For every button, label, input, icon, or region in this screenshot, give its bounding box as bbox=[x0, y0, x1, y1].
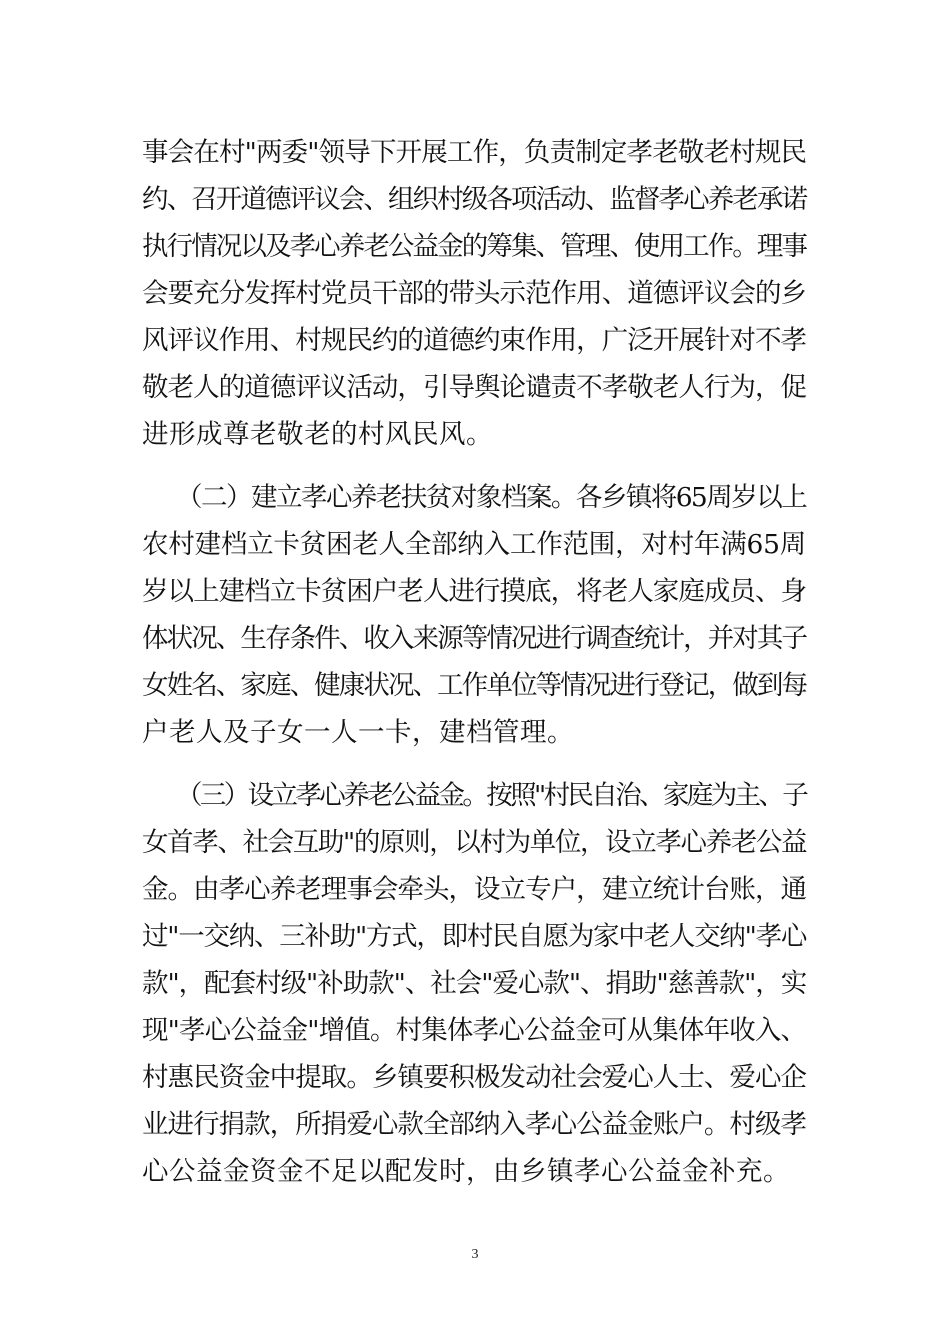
paragraph-2-line-5: 女姓名、家庭、健康状况、工作单位等情况进行登记，做到每 bbox=[142, 670, 806, 701]
paragraph-1-line-1: 事会在村"两委"领导下开展工作，负责制定孝老敬老村规民 bbox=[142, 137, 806, 168]
paragraph-1-line-3: 执行情况以及孝心养老公益金的筹集、管理、使用工作。理事 bbox=[142, 231, 806, 262]
page-number: 3 bbox=[471, 1247, 479, 1262]
paragraph-2-line-1: （二）建立孝心养老扶贫对象档案。各乡镇将65周岁以上 bbox=[176, 482, 806, 513]
paragraph-1-line-7: 进形成尊老敬老的村风民风。 bbox=[142, 419, 493, 450]
paragraph-3-line-2: 女首孝、社会互助"的原则，以村为单位，设立孝心养老公益 bbox=[142, 827, 806, 858]
paragraph-2-line-3: 岁以上建档立卡贫困户老人进行摸底，将老人家庭成员、身 bbox=[142, 576, 806, 607]
paragraph-3-line-9: 心公益金资金不足以配发时，由乡镇孝心公益金补充。 bbox=[142, 1156, 790, 1187]
paragraph-2-line-4: 体状况、生存条件、收入来源等情况进行调查统计，并对其子 bbox=[142, 623, 806, 654]
paragraph-1-line-4: 会要充分发挥村党员干部的带头示范作用、道德评议会的乡 bbox=[142, 278, 806, 309]
paragraph-3-line-4: 过"一交纳、三补助"方式，即村民自愿为家中老人交纳"孝心 bbox=[142, 921, 807, 952]
paragraph-3-line-6: 现"孝心公益金"增值。村集体孝心公益金可从集体年收入、 bbox=[142, 1015, 806, 1046]
paragraph-3-line-7: 村惠民资金中提取。乡镇要积极发动社会爱心人士、爱心企 bbox=[142, 1062, 806, 1093]
paragraph-3-line-8: 业进行捐款，所捐爱心款全部纳入孝心公益金账户。村级孝 bbox=[142, 1109, 806, 1140]
paragraph-3-line-3: 金。由孝心养老理事会牵头，设立专户，建立统计台账，通 bbox=[142, 874, 806, 905]
paragraph-3-line-1: （三）设立孝心养老公益金。按照"村民自治、家庭为主、子 bbox=[176, 780, 806, 811]
paragraph-1-line-5: 风评议作用、村规民约的道德约束作用，广泛开展针对不孝 bbox=[142, 325, 806, 356]
paragraph-1-line-2: 约、召开道德评议会、组织村级各项活动、监督孝心养老承诺 bbox=[142, 184, 806, 215]
paragraph-1-line-6: 敬老人的道德评议活动，引导舆论谴责不孝敬老人行为，促 bbox=[142, 372, 806, 403]
paragraph-2-line-2: 农村建档立卡贫困老人全部纳入工作范围，对村年满65周 bbox=[142, 529, 806, 560]
paragraph-3-line-5: 款"，配套村级"补助款"、社会"爱心款"、捐助"慈善款"，实 bbox=[142, 968, 806, 999]
paragraph-2-line-6: 户老人及子女一人一卡，建档管理。 bbox=[142, 717, 574, 748]
